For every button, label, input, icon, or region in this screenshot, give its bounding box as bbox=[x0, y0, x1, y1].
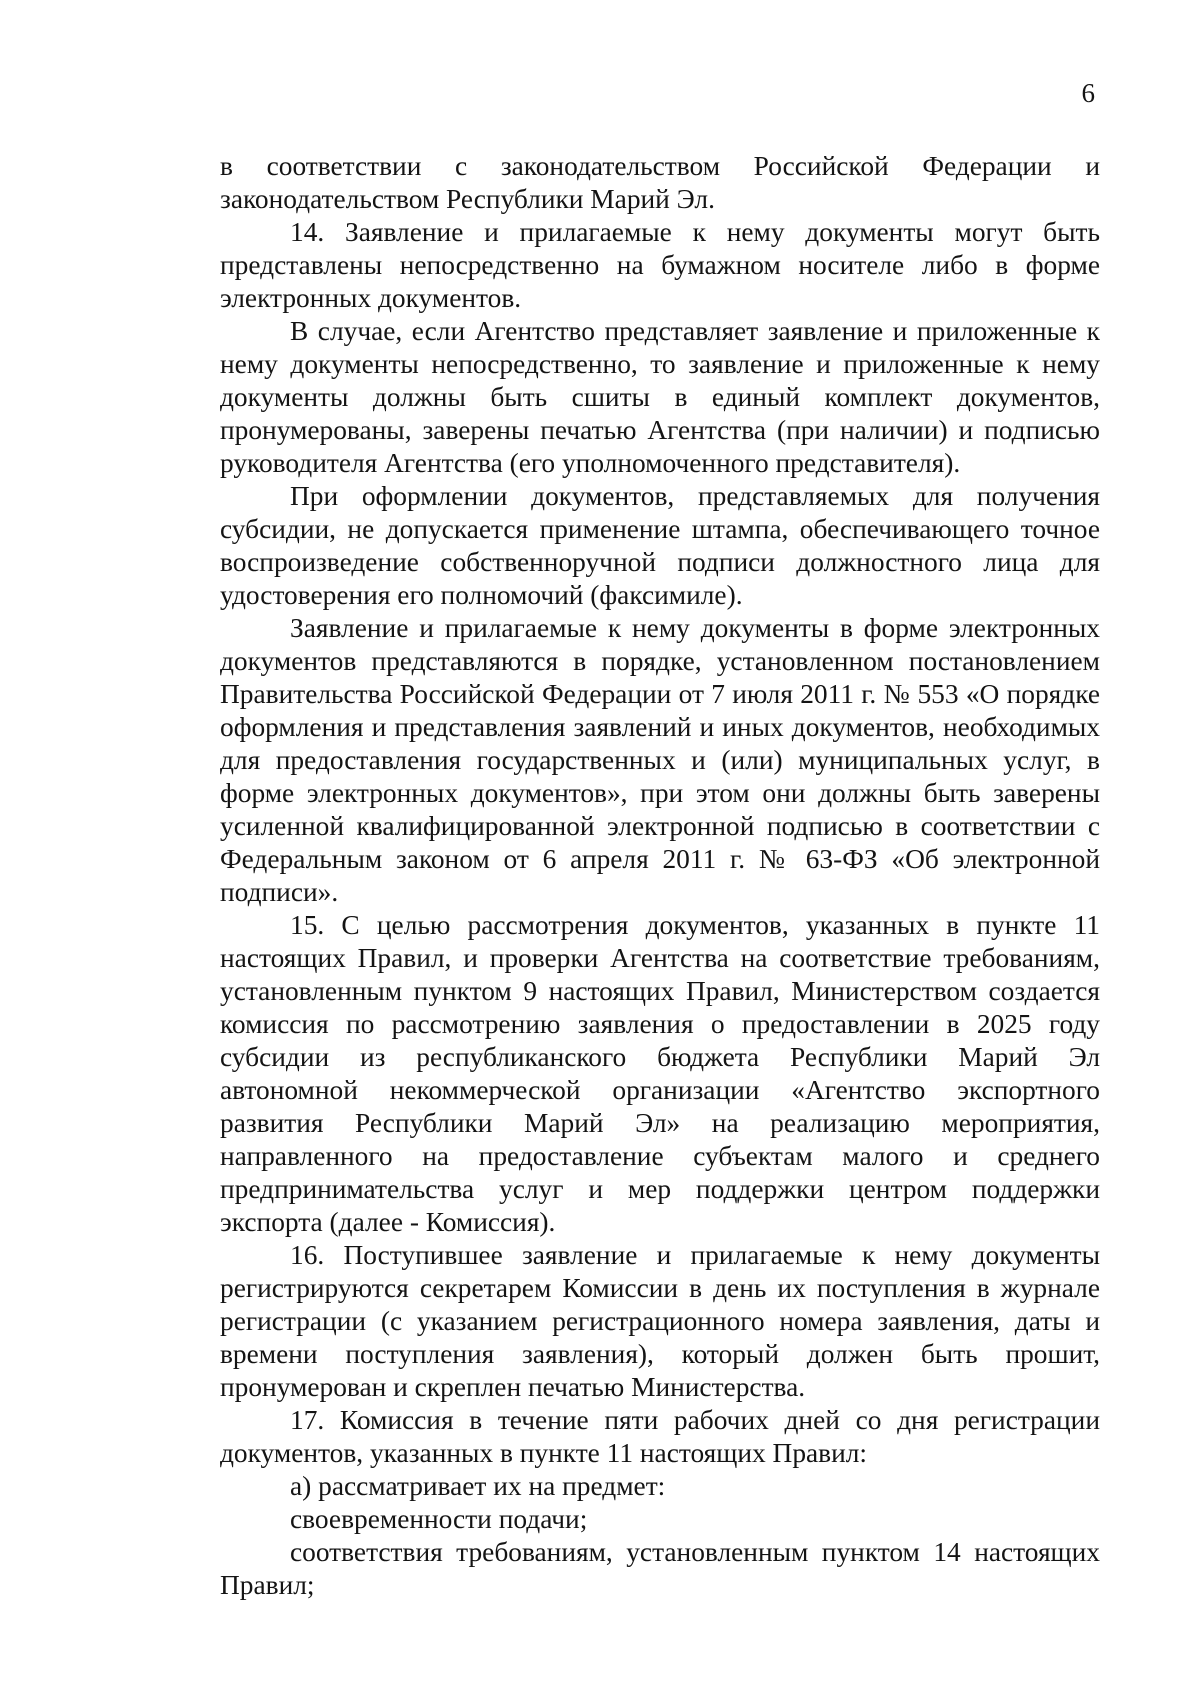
paragraph-electronic-submission: Заявление и прилагаемые к нему документы в форме электронных документов представляются в порядке, установленном постановлением Правительства Российской Федерации от 7 июля 2011 г. № 553 «О порядке оформления и представления заявлений и иных документов, необходимых для предоставления государственных и (или) муниципальных услуг, в форме электронных документов», при этом они должны быть заверены усиленной квалифицированной электронной подписью в соответствии с Федеральным законом от 6 апреля 2011 г. № 63-ФЗ «Об электронной подписи». bbox=[220, 613, 1100, 907]
list-item-timeliness: своевременности подачи; bbox=[290, 1504, 588, 1534]
paragraph-clause-16: 16. Поступившее заявление и прилагаемые к нему документы регистрируются секретарем Комиссии в день их поступления в журнале регистрации (с указанием регистрационного номера заявления, даты и времени поступления заявления), который должен быть прошит, пронумерован и скреплен печатью Министерства. bbox=[220, 1240, 1100, 1402]
document-body bbox=[220, 150, 1100, 1602]
list-item-compliance: соответствия требованиям, установленным пунктом 14 настоящих Правил; bbox=[220, 1537, 1100, 1600]
paragraph-facsimile: При оформлении документов, представляемых для получения субсидии, не допускается применение штампа, обеспечивающего точное воспроизведение собственноручной подписи должностного лица для удостоверения его полномочий (факсимиле). bbox=[220, 481, 1100, 610]
list-item-a: а) рассматривает их на предмет: bbox=[290, 1471, 666, 1501]
page-number: 6 bbox=[1081, 78, 1095, 108]
paragraph-clause-14: 14. Заявление и прилагаемые к нему документы могут быть представлены непосредственно на бумажном носителе либо в форме электронных документов. bbox=[220, 217, 1100, 313]
paragraph-clause-17: 17. Комиссия в течение пяти рабочих дней со дня регистрации документов, указанных в пункте 11 настоящих Правил: bbox=[220, 1405, 1100, 1468]
paragraph-clause-15: 15. С целью рассмотрения документов, указанных в пункте 11 настоящих Правил, и проверки Агентства на соответствие требованиям, установленным пунктом 9 настоящих Правил, Министерством создается комиссия по рассмотрению заявления о предоставлении в 2025 году субсидии из республиканского бюджета Республики Марий Эл автономной некоммерческой организации «Агентство экспортного развития Республики Марий Эл» на реализацию мероприятия, направленного на предоставление субъектам малого и среднего предпринимательства услуг и мер поддержки центром поддержки экспорта (далее - Комиссия). bbox=[220, 910, 1100, 1237]
paragraph-continuation: в соответствии с законодательством Российской Федерации и законодательством Республики Марий Эл. bbox=[220, 151, 1100, 214]
paragraph-paper-submission: В случае, если Агентство представляет заявление и приложенные к нему документы непосредственно, то заявление и приложенные к нему документы должны быть сшиты в единый комплект документов, пронумерованы, заверены печатью Агентства (при наличии) и подписью руководителя Агентства (его уполномоченного представителя). bbox=[220, 316, 1100, 478]
